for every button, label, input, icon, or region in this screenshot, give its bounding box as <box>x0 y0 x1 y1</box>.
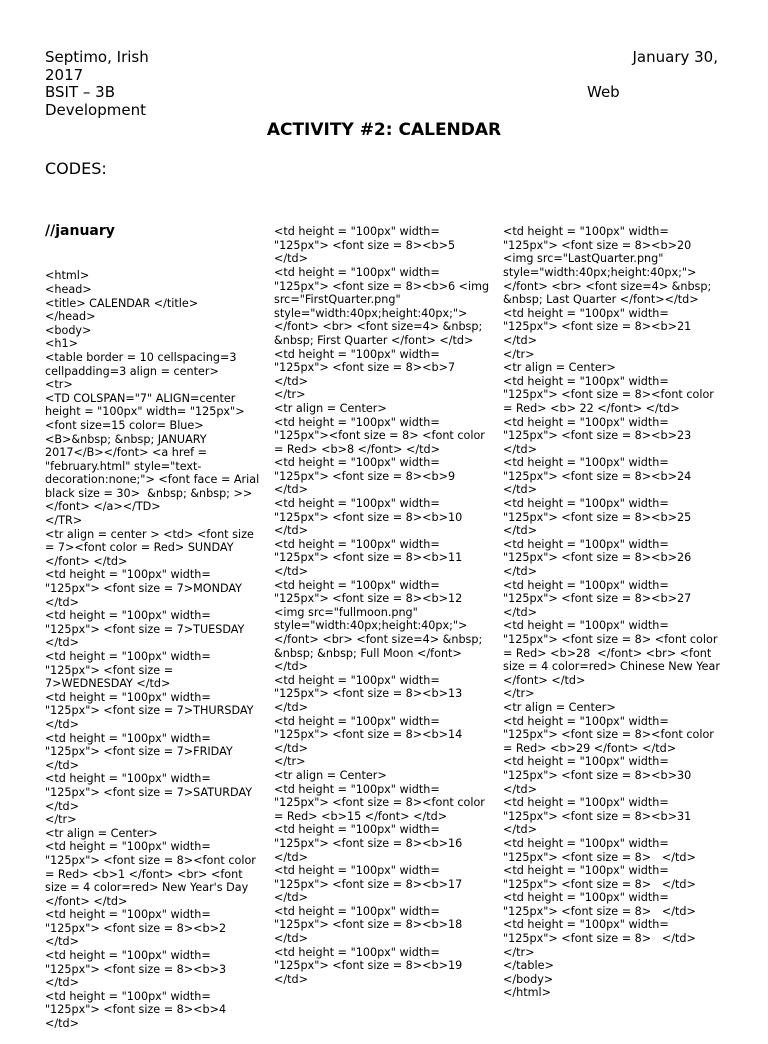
code-line: "125px"> <font size = 8><b>27 <box>503 592 692 606</box>
code-line: decoration:none;"> <font face = Arial <box>45 473 260 487</box>
code-line: <td height = "100px" width= <box>45 690 211 704</box>
code-line: <td height = "100px" width= <box>274 714 440 728</box>
code-line: </td> <box>274 700 309 714</box>
code-line: "125px"> <font size = 8><b>18 <box>274 918 463 932</box>
code-line: </TR> <box>45 514 83 528</box>
code-line: size = 4 color=red> Chinese New Year <box>503 660 720 674</box>
code-line: &nbsp; Last Quarter </font></td> <box>503 293 699 307</box>
code-line: </td> <box>503 483 538 497</box>
code-line: </td> <box>274 891 309 905</box>
code-line: <tr align = Center> <box>503 700 616 714</box>
code-line: "125px"> <font size = 8><b>12 <box>274 592 463 606</box>
code-line: <tr align = Center> <box>45 826 158 840</box>
code-line: <td height = "100px" width= <box>274 823 440 837</box>
code-line: size = 4 color=red> New Year's Day <box>45 881 249 895</box>
month-subheading: //january <box>45 223 115 240</box>
code-line: "125px"> <font size = 8><b>6 <img <box>274 279 490 293</box>
code-line: <tr align = Center> <box>274 768 387 782</box>
code-line: </tr> <box>503 687 535 701</box>
code-line: style="width:40px;height:40px;"> <box>503 265 697 279</box>
code-line: "125px"> <font size = 8><font color <box>503 388 714 402</box>
code-line: "125px"> <font size = 8><b>19 <box>274 959 463 973</box>
subject-development: Development <box>45 101 146 119</box>
code-line: </td> <box>45 717 80 731</box>
code-line: </tr> <box>45 813 77 827</box>
code-line: "125px"> <font size = 8><b>4 <box>45 1003 227 1017</box>
code-line: <td height = "100px" width= <box>274 945 440 959</box>
code-line: <td height = "100px" width= <box>503 891 669 905</box>
code-column-1 <box>45 196 267 1044</box>
code-line: "125px"> <font size = 7>MONDAY <box>45 582 243 596</box>
page-title: ACTIVITY #2: CALENDAR <box>266 120 502 140</box>
code-line: <tr> <box>45 378 73 392</box>
code-line: </td> <box>274 524 309 538</box>
code-line: <td height = "100px" width= <box>274 864 440 878</box>
code-line: "125px"> <font size = 8><b>30 <box>503 768 692 782</box>
code-line: = Red> <b>29 </font> </td> <box>503 741 677 755</box>
code-line: "february.html" style="text- <box>45 459 202 473</box>
code-line: </font> </a></TD> <box>45 500 161 514</box>
code-line: = Red> <b>15 </font> </td> <box>274 809 448 823</box>
code-line: <B>&nbsp; &nbsp; JANUARY <box>45 432 207 446</box>
code-line: "125px"> <font size = 7>FRIDAY <box>45 745 233 759</box>
code-line: = 7><font color = Red> SUNDAY <box>45 541 234 555</box>
code-line: <td height = "100px" width= <box>45 609 211 623</box>
code-line: <td height = "100px" width= <box>45 949 211 963</box>
code-line: <td height = "100px" width= <box>45 989 211 1003</box>
code-line: style="width:40px;height:40px;"> <box>274 619 468 633</box>
code-line: "125px"> <font size = 8><b>21 <box>503 320 692 334</box>
code-line: <td height = "100px" width= <box>503 796 669 810</box>
code-line: <td height = "100px" width= <box>274 456 440 470</box>
code-line: "125px"> <font size = 8><b>16 <box>274 836 463 850</box>
code-line: <td height = "100px" width= <box>503 714 669 728</box>
code-line: <td height = "100px" width= <box>503 578 669 592</box>
code-line: "125px"> <font size = 8><b>20 <box>503 238 692 252</box>
code-line: </td> <box>274 565 309 579</box>
code-line: </td> <box>274 374 309 388</box>
code-line: "125px"> <font size = 8><b>13 <box>274 687 463 701</box>
code-line: <td height = "100px" width= <box>45 650 211 663</box>
code-line: 2017</B></font> <a href = <box>45 446 207 460</box>
author-name: Septimo, Irish <box>45 48 149 66</box>
code-line: <td height = "100px" width= <box>274 225 440 239</box>
code-line: <td height = "100px" width= <box>503 537 669 551</box>
code-line: <tr align = center > <td> <font size <box>45 527 254 541</box>
code-line: </tr> <box>274 388 306 402</box>
code-line: </td> <box>274 483 309 497</box>
code-line: <td height = "100px" width= <box>274 578 440 592</box>
code-line: </font> </td> <box>503 673 586 687</box>
code-line: style="width:40px;height:40px;"> <box>274 306 468 320</box>
code-line: "125px"> <font size = 8> </td> <box>503 904 696 918</box>
code-line: "125px"> <font size = 8><b>9 <box>274 469 456 483</box>
code-line: "125px"> <font size = 8><b>5 <box>274 238 456 252</box>
code-line: <td height = "100px" width= <box>45 772 211 786</box>
code-line: </tr> <box>503 347 535 361</box>
code-line: <td height = "100px" width= <box>274 537 440 551</box>
code-line: src="FirstQuarter.png" <box>274 293 401 307</box>
code-line: <tr align = Center> <box>503 361 616 375</box>
code-line: <td height = "100px" width= <box>503 497 669 511</box>
code-line: <td height = "100px" width= <box>503 755 669 769</box>
code-line: "125px"> <font size = 8><font color <box>274 796 485 810</box>
code-line: "125px"> <font size = 8> </td> <box>503 932 696 946</box>
code-line: </font> </td> <box>45 894 128 908</box>
code-line: </td> <box>274 850 309 864</box>
code-line: "125px"> <font size = 8><b>3 <box>45 962 227 976</box>
code-line: "125px"> <font size = 8><b>31 <box>503 809 692 823</box>
code-line: </td> <box>274 972 309 986</box>
code-line: </td> <box>45 1017 80 1031</box>
code-line: "125px"> <font size = 8><b>10 <box>274 510 463 524</box>
code-line: "125px"> <font size = 8><b>11 <box>274 551 463 565</box>
code-line: "125px"> <font size = 8><font color <box>45 853 256 867</box>
code-line: </html> <box>503 986 552 1000</box>
code-line: cellpadding=3 align = center> <box>45 364 219 378</box>
code-line: </font> <br> <font size=4> &nbsp; <box>274 633 483 646</box>
code-line: </td> <box>274 660 309 674</box>
code-line: </td> <box>274 252 309 266</box>
code-line: <td height = "100px" width= <box>503 619 669 633</box>
code-column-2 <box>274 198 496 1000</box>
code-line: "125px"> <font size = 8><b>23 <box>503 429 692 443</box>
code-line: </td> <box>274 932 309 946</box>
code-column-3 <box>503 198 725 1014</box>
code-line: <td height = "100px" width= <box>503 415 669 429</box>
code-line: <TD COLSPAN="7" ALIGN=center <box>45 391 236 405</box>
code-line: <td height = "100px" width= <box>503 918 669 932</box>
code-line: "125px"> <font size = 8><b>2 <box>45 921 227 935</box>
code-line: <td height = "100px" width= <box>274 415 440 429</box>
code-line: </font> <br> <font size=4> &nbsp; <box>274 320 483 334</box>
code-line: </font> <br> <font size=4> &nbsp; <box>503 279 712 293</box>
code-line: "125px"> <font size = 8><b>24 <box>503 469 692 483</box>
code-line: </td> <box>45 636 80 650</box>
code-line: <td height = "100px" width= <box>503 306 669 320</box>
code-line: </head> <box>45 310 96 324</box>
code-line: </table> <box>503 959 554 973</box>
code-line: black size = 30> &nbsp; &nbsp; >> <box>45 486 253 500</box>
code-line: = Red> <b>1 </font> <br> <font <box>45 867 243 881</box>
code-line: "125px"> <font size = 8> <font color <box>503 633 718 646</box>
code-line: "125px"> <font size = 7>SATURDAY <box>45 785 253 799</box>
date-line-1: January 30, <box>632 48 718 66</box>
code-line: <td height = "100px" width= <box>503 225 669 239</box>
code-line: </td> <box>45 799 80 813</box>
code-line: </td> <box>503 333 538 347</box>
code-line: = Red> <b>28 </font> <br> <font <box>503 646 712 660</box>
code-line: <html> <box>45 269 90 283</box>
code-line: "125px"> <font size = 8><font color <box>503 728 714 742</box>
code-line: </td> <box>274 741 309 755</box>
code-line: </td> <box>503 782 538 796</box>
codes-heading: CODES: <box>45 159 107 178</box>
code-line: &nbsp; First Quarter </font> </td> <box>274 333 474 347</box>
code-line: <img src="LastQuarter.png" <box>503 252 664 266</box>
code-line: <td height = "100px" width= <box>45 568 211 582</box>
code-line: <head> <box>45 282 92 296</box>
code-line: </td> <box>45 976 80 990</box>
code-line: <td height = "100px" width= <box>503 836 669 850</box>
code-line: "125px"> <font size = 7>TUESDAY <box>45 622 245 636</box>
code-line: </td> <box>45 595 80 609</box>
code-line: <tr align = Center> <box>274 401 387 415</box>
code-line: </td> <box>503 823 538 837</box>
code-line: <td height = "100px" width= <box>274 782 440 796</box>
code-line: <td height = "100px" width= <box>274 497 440 511</box>
code-line: </td> <box>45 758 80 772</box>
code-line: <h1> <box>45 337 78 351</box>
subject-web: Web <box>587 83 620 101</box>
code-line: <td height = "100px" width= <box>274 673 440 687</box>
code-line: 7>WEDNESDAY </td> <box>45 677 171 691</box>
code-line: = Red> <b>8 </font> </td> <box>274 442 440 456</box>
code-line: "125px"> <font size = 8> </td> <box>503 877 696 891</box>
code-line: <td height = "100px" width= <box>274 347 440 361</box>
code-line: <table border = 10 cellspacing=3 <box>45 350 237 364</box>
code-line: </td> <box>503 565 538 579</box>
code-line: </tr> <box>503 945 535 959</box>
code-line: <title> CALENDAR </title> <box>45 296 199 310</box>
code-line: </body> <box>503 972 554 986</box>
code-line: "125px"> <font size = <box>45 663 174 677</box>
code-line: "125px"> <font size = 7>THURSDAY <box>45 704 254 718</box>
code-line: <td height = "100px" width= <box>503 374 669 388</box>
code-line: "125px"> <font size = 8> </td> <box>503 850 696 864</box>
code-line: = Red> <b> 22 </font> </td> <box>503 401 680 415</box>
code-line: </td> <box>45 935 80 949</box>
code-line: <body> <box>45 323 92 337</box>
date-line-2: 2017 <box>45 66 84 84</box>
code-line: <font size=15 color= Blue> <box>45 418 204 432</box>
code-line: </td> <box>503 524 538 538</box>
code-line: <td height = "100px" width= <box>45 908 211 922</box>
code-line: </font> </td> <box>45 554 128 568</box>
code-line: "125px"> <font size = 8><b>26 <box>503 551 692 565</box>
code-line: <td height = "100px" width= <box>503 864 669 878</box>
code-line: <td height = "100px" width= <box>274 265 440 279</box>
code-line: <td height = "100px" width= <box>45 731 211 745</box>
course-section: BSIT – 3B <box>45 83 116 101</box>
code-line: <td height = "100px" width= <box>503 456 669 470</box>
code-line: </td> <box>503 442 538 456</box>
code-line: <td height = "100px" width= <box>45 840 211 854</box>
code-line: "125px"> <font size = 8><b>7 <box>274 361 456 375</box>
code-line: "125px"> <font size = 8><b>25 <box>503 510 692 524</box>
code-line: "125px"><font size = 8> <font color <box>274 429 485 443</box>
code-line: &nbsp; &nbsp; Full Moon </font> <box>274 646 462 660</box>
code-line: </td> <box>503 605 538 619</box>
code-line: <td height = "100px" width= <box>274 904 440 918</box>
code-line: </tr> <box>274 755 306 769</box>
code-line: <img src="fullmoon.png" <box>274 605 418 619</box>
code-line: height = "100px" width= "125px"> <box>45 405 245 419</box>
code-line: "125px"> <font size = 8><b>17 <box>274 877 463 891</box>
code-line: "125px"> <font size = 8><b>14 <box>274 728 463 742</box>
